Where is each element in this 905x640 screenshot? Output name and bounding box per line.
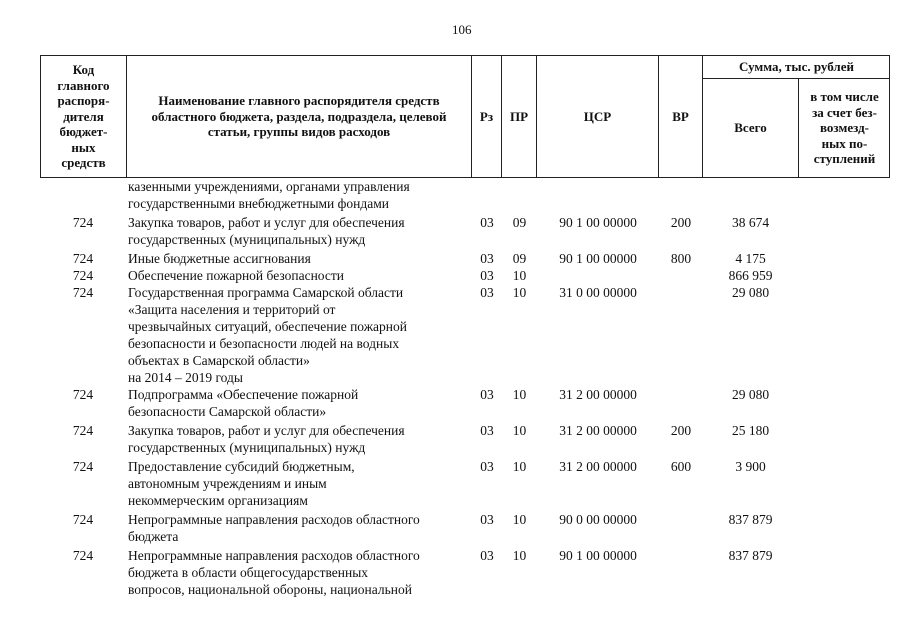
row-pr: 10	[512, 285, 527, 300]
row-rz: 03	[480, 387, 494, 402]
row-pr: 10	[512, 423, 527, 438]
header-total: Всего	[734, 120, 767, 136]
table-body	[40, 178, 890, 598]
row-csr: 31 2 00 00000	[559, 459, 637, 474]
row-vr: 200	[670, 215, 692, 230]
table-row	[40, 422, 890, 456]
page-number: 106	[452, 22, 472, 37]
header-vr: ВР	[672, 108, 689, 124]
row-code: 724	[72, 459, 94, 474]
row-csr: 31 0 00 00000	[559, 285, 637, 300]
row-total: 3 900	[735, 459, 766, 474]
row-name: Обеспечение пожарной безопасности	[128, 268, 345, 283]
table-row	[40, 267, 890, 284]
header-pr: ПР	[509, 108, 529, 124]
row-code: 724	[72, 285, 94, 300]
table-header	[40, 55, 890, 178]
table-row	[40, 547, 890, 598]
row-code: 724	[72, 215, 94, 230]
header-name: Наименование главного распорядителя средств областного бюджета, раздела, подраздела, целевой статьи, группы видов расходов	[151, 93, 447, 140]
row-vr: 200	[670, 423, 692, 438]
row-name: Закупка товаров, работ и услуг для обеспечения государственных (муниципальных) нужд	[128, 423, 405, 455]
row-pr: 09	[512, 215, 527, 230]
row-name: Непрограммные направления расходов областного бюджета	[128, 512, 420, 544]
row-pr: 10	[512, 459, 527, 474]
row-total: 837 879	[728, 512, 773, 527]
row-total: 25 180	[731, 423, 770, 438]
row-pr: 10	[512, 268, 527, 283]
row-rz: 03	[480, 512, 494, 527]
row-rz: 03	[480, 251, 494, 266]
table-row	[40, 250, 890, 267]
row-pr: 10	[512, 387, 527, 402]
row-code: 724	[72, 251, 94, 266]
header-gratuitous: в том числе за счет без- возмезд- ных по- ступлений	[810, 89, 879, 167]
row-rz: 03	[480, 459, 494, 474]
table-row	[40, 284, 890, 386]
header-rz: Рз	[479, 108, 494, 124]
row-name: Закупка товаров, работ и услуг для обеспечения государственных (муниципальных) нужд	[128, 215, 405, 247]
row-name: Предоставление субсидий бюджетным, автономным учреждениям и иным некоммерческим организациям	[128, 459, 355, 508]
row-name: Подпрограмма «Обеспечение пожарной безопасности Самарской области»	[128, 387, 359, 419]
row-csr: 90 1 00 00000	[559, 251, 637, 266]
row-csr: 31 2 00 00000	[559, 423, 637, 438]
row-name: Непрограммные направления расходов областного бюджета в области общегосударственных вопросов, национальной обороны, национальной	[128, 548, 420, 597]
row-total: 38 674	[731, 215, 770, 230]
row-code: 724	[72, 387, 94, 402]
row-code: 724	[72, 512, 94, 527]
row-total: 866 959	[728, 268, 773, 283]
row-pr: 09	[512, 251, 527, 266]
row-vr: 600	[670, 459, 692, 474]
row-name: Государственная программа Самарской области «Защита населения и территорий от чрезвычайных ситуаций, обеспечение пожарной безопасности и безопасности людей на водных объектах в Самарской области» на 2014 – 2019 годы	[128, 285, 407, 385]
table-row	[40, 214, 890, 248]
header-code: Код главного распоря- дителя бюджет- ных средств	[57, 61, 110, 171]
row-total: 29 080	[731, 285, 770, 300]
header-sum: Сумма, тыс. рублей	[739, 59, 854, 75]
row-csr: 90 1 00 00000	[559, 215, 637, 230]
row-total: 4 175	[735, 251, 766, 266]
row-rz: 03	[480, 268, 494, 283]
row-code: 724	[72, 423, 94, 438]
row-pr: 10	[512, 512, 527, 527]
table-row	[40, 386, 890, 420]
table-row	[40, 511, 890, 545]
row-csr: 90 1 00 00000	[559, 548, 637, 563]
row-csr: 31 2 00 00000	[559, 387, 637, 402]
header-csr: ЦСР	[583, 108, 612, 124]
row-code: 724	[72, 268, 94, 283]
row-rz: 03	[480, 423, 494, 438]
row-pr: 10	[512, 548, 527, 563]
table-row	[40, 458, 890, 509]
row-name: казенными учреждениями, органами управления государственными внебюджетными фондами	[128, 179, 410, 211]
row-rz: 03	[480, 548, 494, 563]
row-csr: 90 0 00 00000	[559, 512, 637, 527]
row-rz: 03	[480, 285, 494, 300]
table-row	[40, 178, 890, 212]
row-total: 29 080	[731, 387, 770, 402]
row-name: Иные бюджетные ассигнования	[128, 251, 311, 266]
row-total: 837 879	[728, 548, 773, 563]
row-vr: 800	[670, 251, 692, 266]
row-rz: 03	[480, 215, 494, 230]
row-code: 724	[72, 548, 94, 563]
